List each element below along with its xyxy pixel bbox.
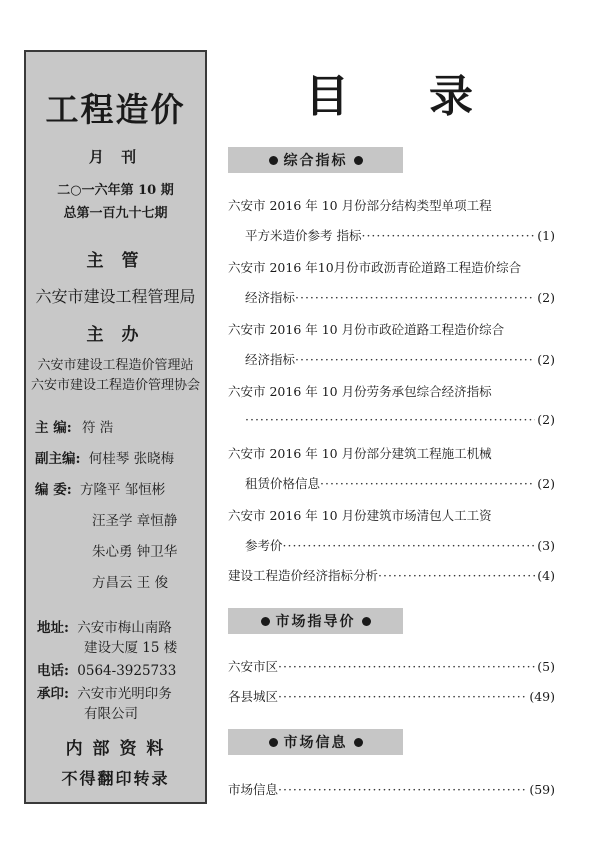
board-names-3: 朱心勇 钟卫华	[92, 544, 178, 560]
bullet-icon	[261, 617, 270, 626]
dot-leader	[278, 689, 527, 704]
sponsor-org-1: 六安市建设工程造价管理站	[37, 358, 194, 373]
section-title: 市场信息	[283, 735, 348, 751]
board-label: 编 委:	[35, 482, 72, 498]
journal-title: 工程造价	[45, 90, 186, 129]
toc-entry-text: 六安市区	[228, 659, 279, 674]
page-number: (2)	[537, 290, 555, 305]
phone-number: 0564-3925733	[77, 663, 177, 679]
page-number: (2)	[537, 476, 555, 491]
toc-entry[interactable]	[245, 226, 555, 244]
toc-entry-title: 六安市 2016 年 10 月份市政砼道路工程造价综合	[228, 322, 505, 337]
no-reprint-notice: 不得翻印转录	[61, 769, 170, 788]
toc-entry[interactable]	[228, 657, 555, 675]
board-names-4: 方昌云 王 俊	[92, 575, 169, 591]
dot-leader	[295, 290, 535, 305]
toc-entry-title: 六安市 2016 年 10 月份部分结构类型单项工程	[228, 198, 492, 213]
page-number: (59)	[529, 782, 555, 797]
deputy-editor-label: 副主编:	[35, 451, 81, 467]
page-number: (2)	[537, 412, 555, 427]
dot-leader	[378, 568, 535, 583]
page-number: (2)	[537, 352, 555, 367]
dot-leader	[278, 782, 527, 797]
section-title: 综合指标	[283, 153, 348, 169]
board-row	[35, 478, 165, 498]
dot-leader	[245, 412, 535, 427]
dot-leader	[283, 538, 536, 553]
printer-name-1: 六安市光明印务	[77, 686, 172, 702]
supervisor-org: 六安市建设工程管理局	[35, 287, 196, 306]
dot-leader	[320, 476, 535, 491]
supervisor-label: 主 管	[86, 251, 145, 271]
printer-label: 承印:	[37, 686, 69, 702]
toc-entry[interactable]	[228, 687, 555, 705]
dot-leader	[361, 228, 535, 243]
editor-row	[35, 416, 113, 436]
total-issue-number: 总第一百九十七期	[63, 206, 168, 221]
internal-material-notice: 内 部 资 料	[65, 739, 166, 759]
page-number: (49)	[529, 689, 555, 704]
frequency-label: 月 刊	[88, 148, 143, 166]
toc-entry[interactable]	[245, 350, 555, 368]
toc-entry-title: 六安市 2016 年 10 月份部分建筑工程施工机械	[228, 446, 492, 461]
bullet-icon	[269, 156, 278, 165]
phone-label: 电话:	[37, 663, 69, 679]
editor-label: 主 编:	[35, 420, 72, 436]
sponsor-org-2: 六安市建设工程造价管理协会	[30, 378, 200, 393]
toc-entry[interactable]	[228, 780, 555, 798]
toc-entry-text: 经济指标	[245, 290, 296, 305]
toc-entry-text: 各县城区	[228, 689, 279, 704]
bullet-icon	[354, 738, 363, 747]
toc-entry[interactable]	[228, 566, 555, 584]
toc-entry-text: 平方米造价参考 指标	[245, 228, 362, 243]
address-line-1: 六安市梅山南路	[77, 620, 172, 636]
address-label: 地址:	[37, 620, 69, 636]
page-number: (3)	[537, 538, 555, 553]
bullet-icon	[269, 738, 278, 747]
page-number: (5)	[537, 659, 555, 674]
toc-entry-title: 六安市 2016 年 10 月份建筑市场清包人工工资	[228, 508, 492, 523]
sponsor-label: 主 办	[86, 325, 145, 345]
issue-number: 二○一六年第 10 期	[57, 183, 174, 198]
toc-entry-text: 市场信息	[228, 782, 279, 797]
phone-row	[37, 659, 176, 679]
dot-leader	[278, 659, 535, 674]
toc-entry-text: 经济指标	[245, 352, 296, 367]
board-names-1: 方隆平 邹恒彬	[79, 482, 166, 498]
page-number: (1)	[537, 228, 555, 243]
masthead-panel	[24, 50, 207, 804]
toc-entry-text: 租赁价格信息	[245, 476, 321, 491]
toc-title: 目录	[305, 71, 553, 122]
deputy-editor-row	[35, 447, 174, 467]
section-title: 市场指导价	[275, 614, 356, 630]
address-line-2: 建设大厦 15 楼	[84, 640, 178, 656]
toc-entry[interactable]	[245, 474, 555, 492]
toc-entry-title: 六安市 2016 年10月份市政沥青砼道路工程造价综合	[228, 260, 522, 275]
page-number: (4)	[537, 568, 555, 583]
toc-entry-text: 建设工程造价经济指标分析	[228, 568, 379, 583]
dot-leader	[295, 352, 535, 367]
toc-entry-text: 参考价	[245, 538, 283, 553]
deputy-editor-names: 何桂琴 张晓梅	[88, 451, 175, 467]
editor-name: 符 浩	[81, 420, 114, 436]
section-header-market-info	[228, 729, 403, 755]
printer-name-2: 有限公司	[84, 706, 138, 722]
board-names-2: 汪圣学 章恒静	[92, 513, 178, 529]
bullet-icon	[354, 156, 363, 165]
toc-entry-title: 六安市 2016 年 10 月份劳务承包综合经济指标	[228, 384, 492, 399]
printer-row	[37, 682, 172, 702]
toc-entry[interactable]	[245, 412, 555, 427]
section-header-market-guide-price	[228, 608, 403, 634]
bullet-icon	[362, 617, 371, 626]
toc-entry[interactable]	[245, 288, 555, 306]
toc-entry[interactable]	[245, 536, 555, 554]
address-row	[37, 616, 172, 636]
section-header-comprehensive	[228, 147, 403, 173]
